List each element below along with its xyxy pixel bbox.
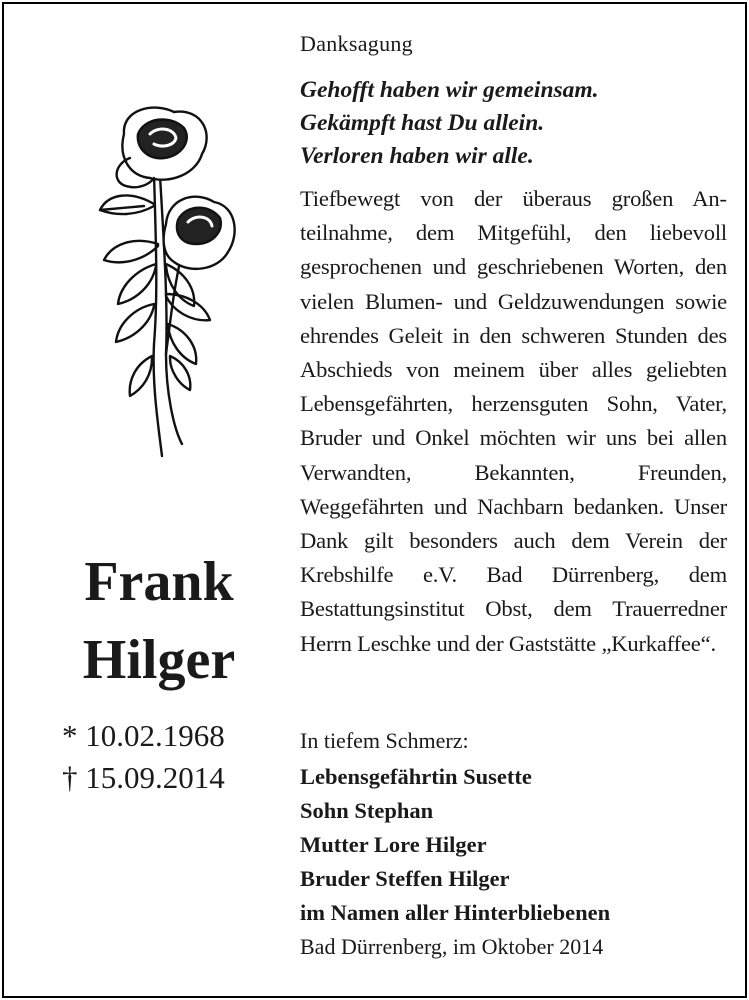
thanks-text: Tiefbewegt von der überaus großen Anteilnahme, dem Mitgefühl, den liebevoll gesprochenen und geschriebenen Worten, den vielen Blumen- und Geldzuwendungen sowie ehrendes Geleit in den schweren Stunden des Abschieds von meinem über alles geliebten Lebensgefährten, herzensguten Sohn, Vater, Bruder und Onkel möchten wir uns bei allen Verwandten, Bekannten, Freunden, Weggefährten und Nachbarn bedanken. Unser Dank gilt besonders auch dem Verein der Krebshilfe e.V. Bad Dürrenberg, dem Bestattungsinstitut Obst, dem Trauerredner Herrn Leschke und der Gaststätte „Kurkaffee“. bbox=[300, 186, 727, 656]
notice-heading: Danksagung bbox=[300, 31, 413, 56]
obituary-card bbox=[2, 2, 747, 998]
mourning-line: In tiefem Schmerz: bbox=[300, 728, 469, 753]
motto bbox=[300, 74, 730, 173]
signer: im Namen aller Hinterbliebenen bbox=[300, 900, 611, 925]
signer: Bruder Steffen Hilger bbox=[300, 866, 510, 891]
deceased-last-name: Hilger bbox=[82, 629, 236, 691]
deceased-first-name: Frank bbox=[84, 551, 234, 613]
signers-list bbox=[300, 760, 730, 930]
motto-line: Gehofft haben wir gemeinsam. bbox=[300, 77, 599, 103]
rose-icon bbox=[74, 94, 244, 464]
death-date: † 15.09.2014 bbox=[62, 760, 225, 795]
signer: Lebensgefährtin Susette bbox=[300, 764, 532, 789]
motto-line: Verloren haben wir alle. bbox=[300, 143, 534, 169]
motto-line: Gekämpft hast Du allein. bbox=[300, 110, 545, 136]
place-date: Bad Dürrenberg, im Oktober 2014 bbox=[300, 934, 604, 959]
signer: Sohn Stephan bbox=[300, 798, 434, 823]
birth-date: * 10.02.1968 bbox=[62, 718, 225, 753]
signer: Mutter Lore Hilger bbox=[300, 832, 487, 857]
